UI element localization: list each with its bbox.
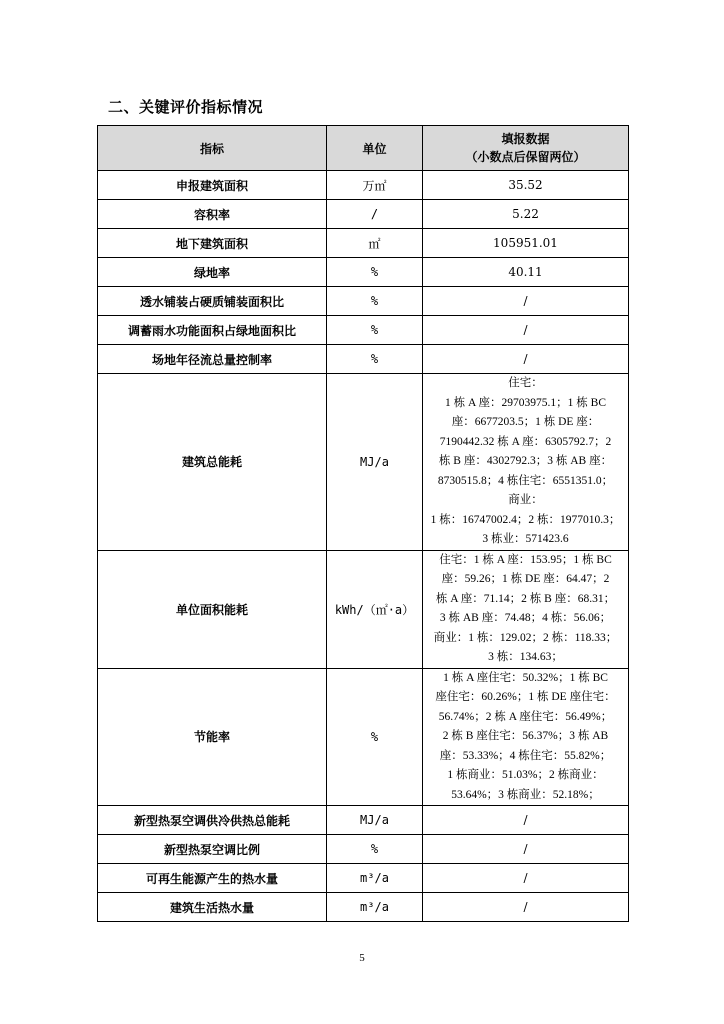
table-row [98,864,629,893]
table-row [98,229,629,258]
page-number: 5 [359,952,365,964]
detail-line: 1 栋 A 座：29703975.1；1 栋 BC [444,396,606,409]
detail-line: 座：59.26；1 栋 DE 座：64.47；2 [441,573,610,585]
row-unit: 万㎡ [327,171,423,200]
detail-line: 2 栋 B 座住宅：56.37%；3 栋 AB [442,730,609,742]
row-indicator: 地下建筑面积 [98,229,327,258]
detail-line: 住宅： [508,377,543,389]
table-row [98,345,629,374]
row-unit: % [327,668,423,806]
table-row-energy-saving-rate [98,668,629,806]
row-value: / [423,316,629,345]
table-row [98,287,629,316]
detail-line: 商业： [508,494,543,506]
row-unit: m³/a [327,893,423,922]
section-title: 二、关键评价指标情况 [108,98,264,116]
detail-line: 3 栋业：571423.6 [482,533,569,545]
row-indicator: 透水铺装占硬质铺装面积比 [98,287,327,316]
row-value: 5.22 [423,200,629,229]
detail-line: 商业：1 栋：129.02；2 栋：118.33； [433,631,618,644]
table-row [98,806,629,835]
table-row [98,835,629,864]
header-indicator: 指标 [98,126,327,171]
detail-line: 住宅：1 栋 A 座：153.95；1 栋 BC [439,553,612,566]
row-indicator: 调蓄雨水功能面积占绿地面积比 [98,316,327,345]
row-unit: % [327,258,423,287]
row-value-detail [423,550,629,668]
header-value-line2: （小数点后保留两位） [465,150,586,164]
row-indicator: 单位面积能耗 [98,550,327,668]
row-value: / [423,893,629,922]
row-value: / [423,287,629,316]
detail-line: 座住宅：60.26%；1 栋 DE 座住宅： [435,691,616,703]
row-value: 35.52 [423,171,629,200]
row-indicator: 新型热泵空调比例 [98,835,327,864]
row-unit: % [327,287,423,316]
row-value-detail [423,668,629,806]
row-indicator: 节能率 [98,668,327,806]
detail-line: 座：53.33%；4 栋住宅：55.82%； [439,749,612,762]
table-row [98,893,629,922]
row-unit: kWh/（㎡·a） [327,550,423,668]
table-row-total-energy [98,374,629,551]
row-indicator: 新型热泵空调供冷供热总能耗 [98,806,327,835]
row-value: 105951.01 [423,229,629,258]
row-unit: % [327,345,423,374]
header-value [423,126,629,171]
table-row [98,171,629,200]
row-unit: m³/a [327,864,423,893]
table-row [98,258,629,287]
detail-line: 3 栋：134.63； [488,651,563,663]
row-value: / [423,864,629,893]
evaluation-indicator-table [97,125,629,922]
row-unit: / [327,200,423,229]
table-row-unit-area-energy [98,550,629,668]
table-row [98,316,629,345]
row-indicator: 建筑生活热水量 [98,893,327,922]
row-unit: % [327,316,423,345]
row-indicator: 容积率 [98,200,327,229]
detail-line: 8730515.8；4 栋住宅：6551351.0； [437,474,614,487]
row-indicator: 建筑总能耗 [98,374,327,551]
row-indicator: 申报建筑面积 [98,171,327,200]
row-unit: ㎡ [327,229,423,258]
row-unit: % [327,835,423,864]
detail-line: 1 栋商业：51.03%；2 栋商业： [447,769,604,781]
table-row [98,200,629,229]
header-value-line1: 填报数据 [501,132,550,146]
detail-line: 栋 B 座：4302792.3；3 栋 AB 座： [438,455,613,467]
detail-line: 3 栋 AB 座：74.48；4 栋：56.06； [439,612,612,624]
detail-line: 53.64%；3 栋商业：52.18%； [451,788,600,801]
detail-line: 7190442.32 栋 A 座：6305792.7；2 [439,435,612,448]
detail-line: 1 栋 A 座住宅：50.32%；1 栋 BC [443,671,608,684]
row-value-detail [423,374,629,551]
detail-line: 座：6677203.5；1 栋 DE 座： [451,416,600,428]
row-indicator: 场地年径流总量控制率 [98,345,327,374]
header-unit: 单位 [327,126,423,171]
detail-line: 1 栋：16747002.4；2 栋：1977010.3； [430,513,621,526]
detail-line: 56.74%；2 栋 A 座住宅：56.49%； [438,710,613,723]
row-value: / [423,806,629,835]
detail-line: 栋 A 座：71.14；2 栋 B 座：68.31； [435,592,616,605]
table-header-row [98,126,629,171]
row-value: / [423,835,629,864]
row-indicator: 可再生能源产生的热水量 [98,864,327,893]
row-value: 40.11 [423,258,629,287]
row-unit: MJ/a [327,806,423,835]
row-indicator: 绿地率 [98,258,327,287]
row-unit: MJ/a [327,374,423,551]
row-value: / [423,345,629,374]
